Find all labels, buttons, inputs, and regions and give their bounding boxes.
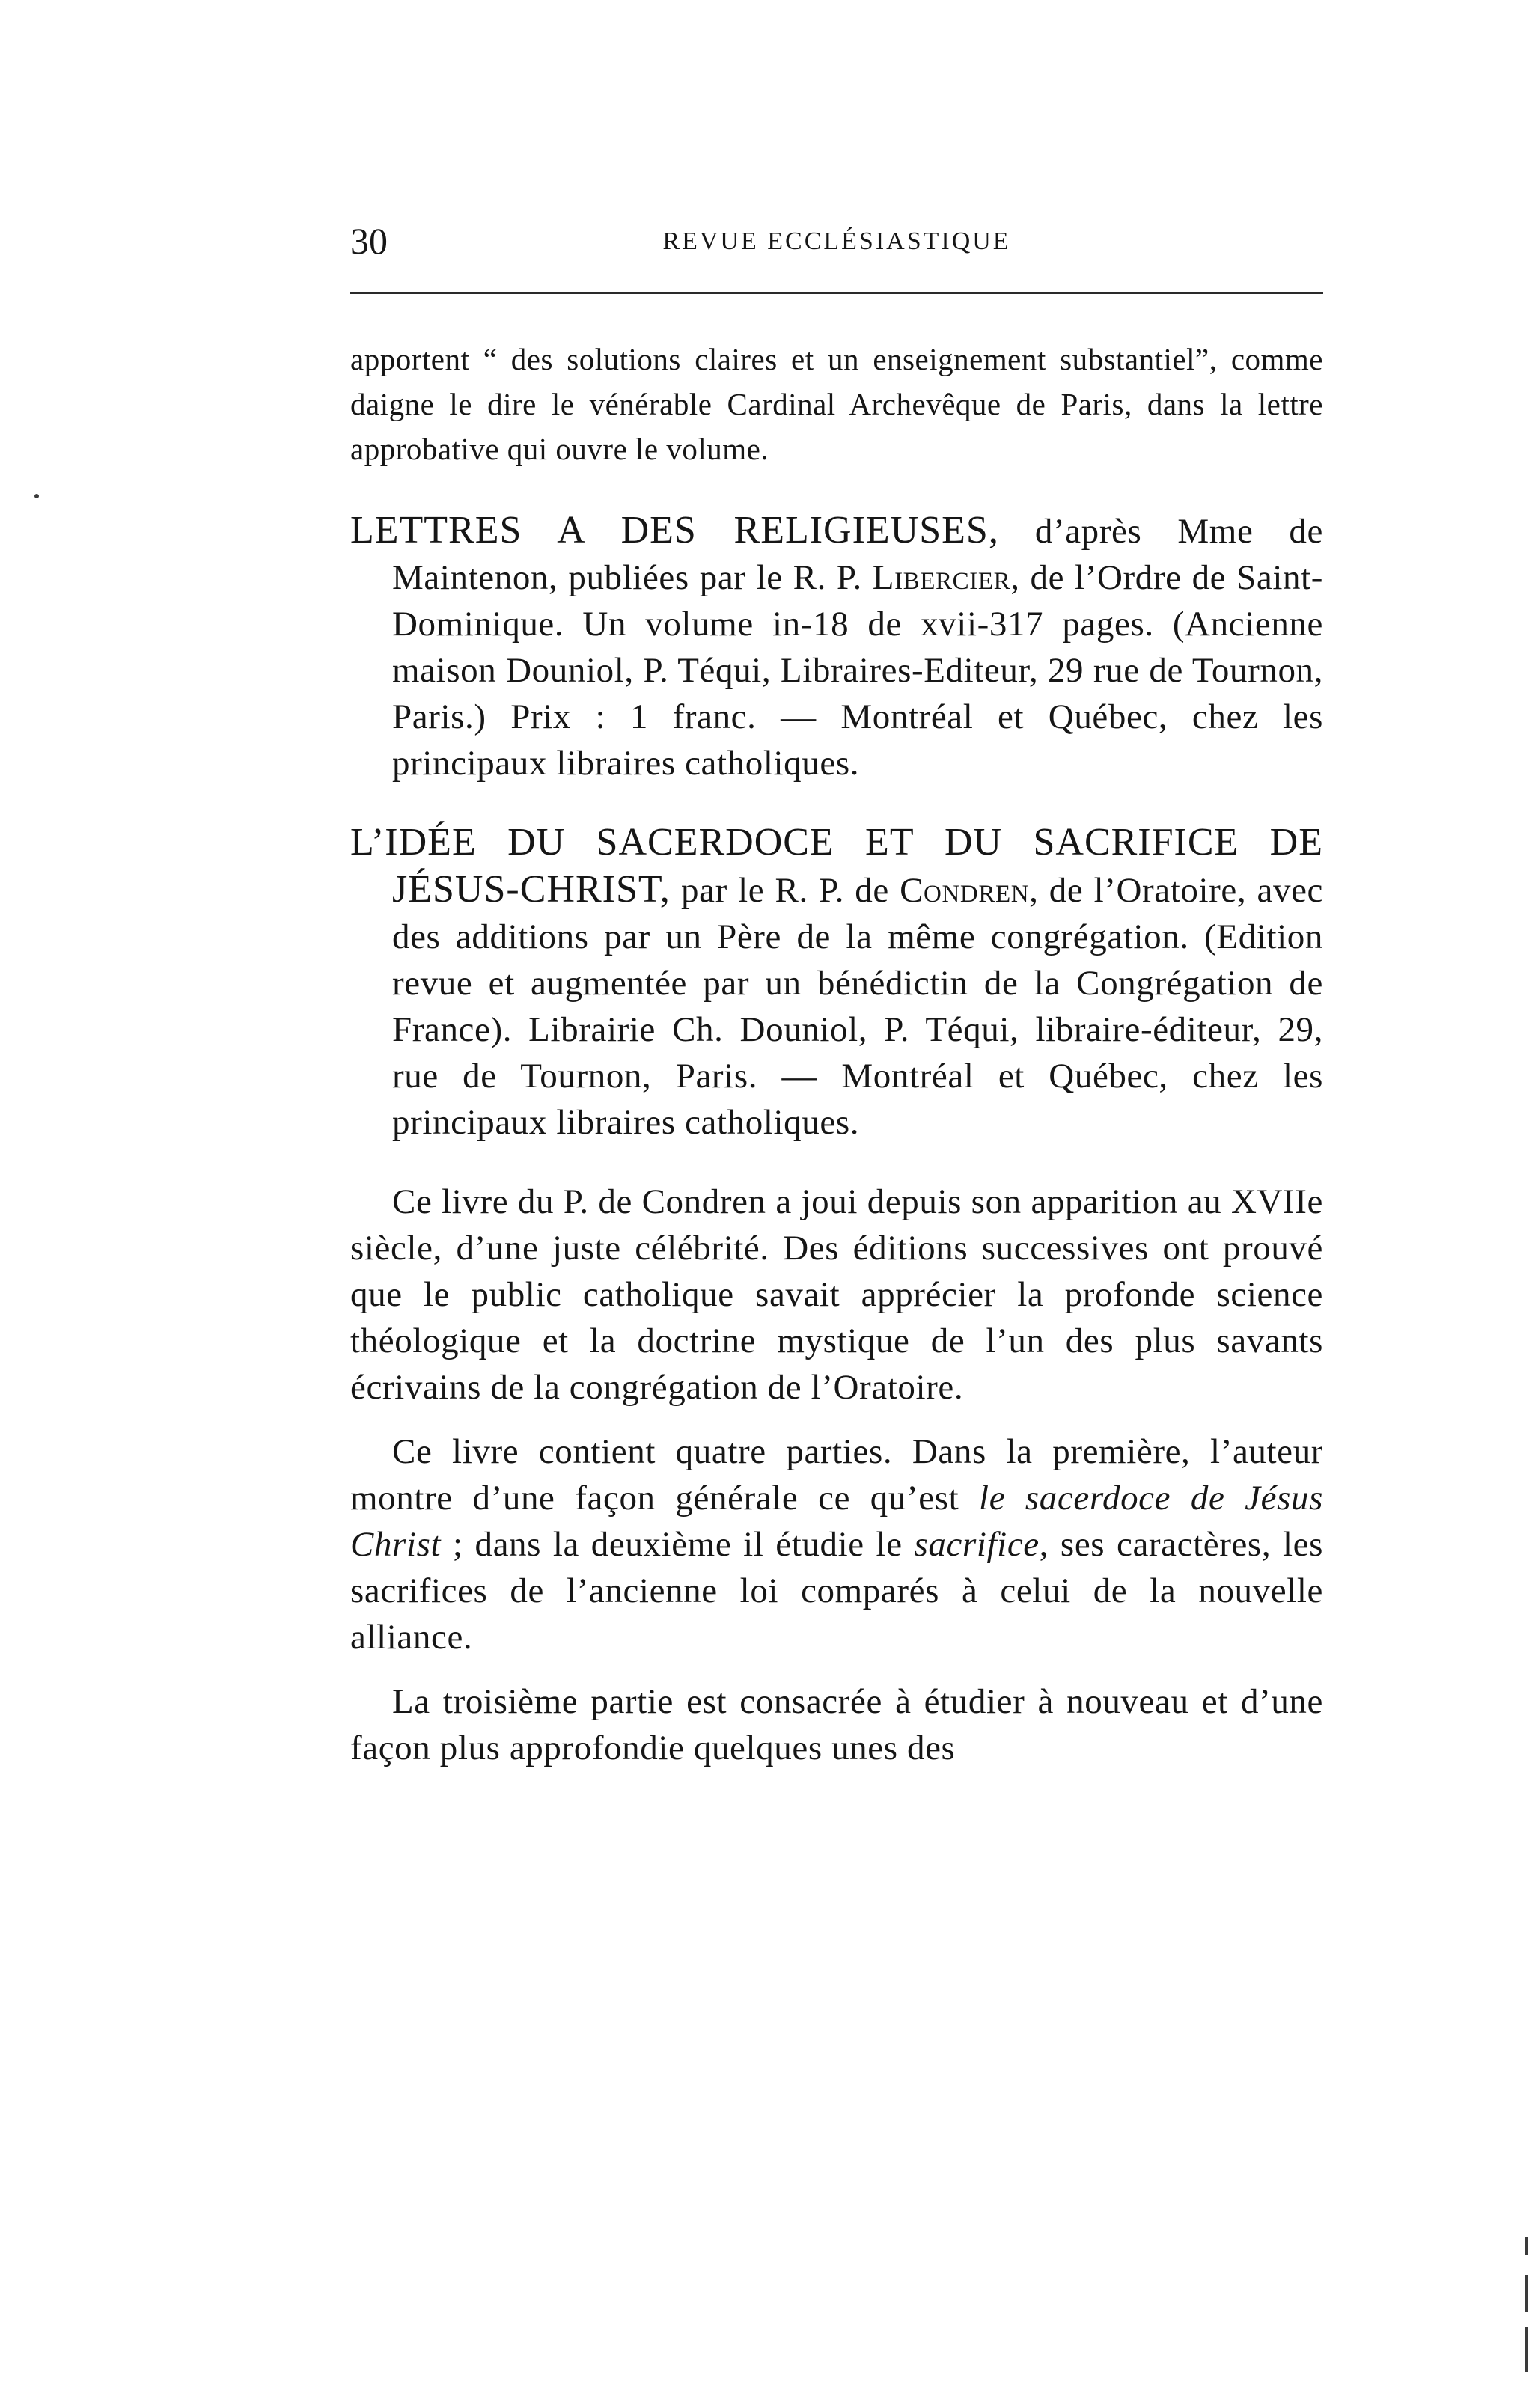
book-notice-sacerdoce (350, 819, 1323, 1146)
edge-mark (1525, 2327, 1528, 2372)
paragraph-text: ; dans la deuxième il étudie le (441, 1525, 915, 1564)
paragraph-text: Ce livre contient quatre parties. Dans la première, l’auteur montre d’une façon générale ce qu’est (350, 1432, 1323, 1518)
italic-phrase: le sacerdoce de Jésus Christ (350, 1479, 1323, 1564)
italic-phrase: sacrifice (914, 1525, 1040, 1564)
notice-text: par le R. P. de (670, 871, 900, 910)
page-number: 30 (350, 220, 388, 262)
intro-paragraph: apportent “ des solutions claires et un enseignement substantiel”, comme daigne le dire le vénérable Cardinal Archevêque de Paris, dans la lettre approbative qui ouvre le volume. (350, 342, 1323, 466)
author-name: Condren (900, 871, 1030, 910)
edge-mark (1525, 2275, 1528, 2312)
running-head: REVUE ECCLÉSIASTIQUE (662, 227, 1011, 255)
body-paragraph (350, 1428, 1323, 1660)
page-body (350, 337, 1323, 1771)
book-title: LETTRES A DES RELIGIEUSES, (350, 509, 999, 551)
notice-text: , de l’Ordre de Saint-Dominique. Un volume in-18 de xvii-317 pages. (Ancienne maison Douniol, P. Téqui, Libraires-Editeur, 29 rue de Tournon, Paris.) Prix : 1 franc. — Montréal et Québec, chez les principaux libraires catholiques. (392, 558, 1323, 783)
book-notice-lettres (350, 507, 1323, 786)
author-name: Libercier (872, 558, 1011, 597)
notice-text: , de l’Oratoire, avec des additions par un Père de la même congrégation. (Edition revue et augmentée par un bénédictin de la Congrégation de France). Librairie Ch. Douniol, P. Téqui, libraire-éditeur, 29, rue de Tournon, Paris. — Montréal et Québec, chez les principaux libraires catholiques. (392, 871, 1323, 1142)
paragraph-text: , ses caractères, les sacrifices de l’ancienne loi comparés à celui de la nouvelle alliance. (350, 1525, 1324, 1657)
notice-text: d’après Mme de Maintenon, publiées par le R. P. (392, 512, 1323, 597)
edge-mark (1525, 2237, 1528, 2255)
page-header (350, 219, 1323, 271)
body-paragraph: La troisième partie est consacrée à étudier à nouveau et d’une façon plus approfondie quelques unes des (350, 1682, 1323, 1767)
header-rule (350, 292, 1323, 294)
margin-mark (34, 494, 39, 498)
body-paragraph: Ce livre du P. de Condren a joui depuis son apparition au XVIIe siècle, d’une juste célébrité. Des éditions successives ont prouvé que le public catholique savait apprécier la profonde science théologique et la doctrine mystique de l’un des plus savants écrivains de la congrégation de l’Oratoire. (350, 1182, 1323, 1407)
book-title: L’IDÉE DU SACERDOCE ET DU SACRIFICE DE JÉSUS-CHRIST, (350, 821, 1323, 911)
